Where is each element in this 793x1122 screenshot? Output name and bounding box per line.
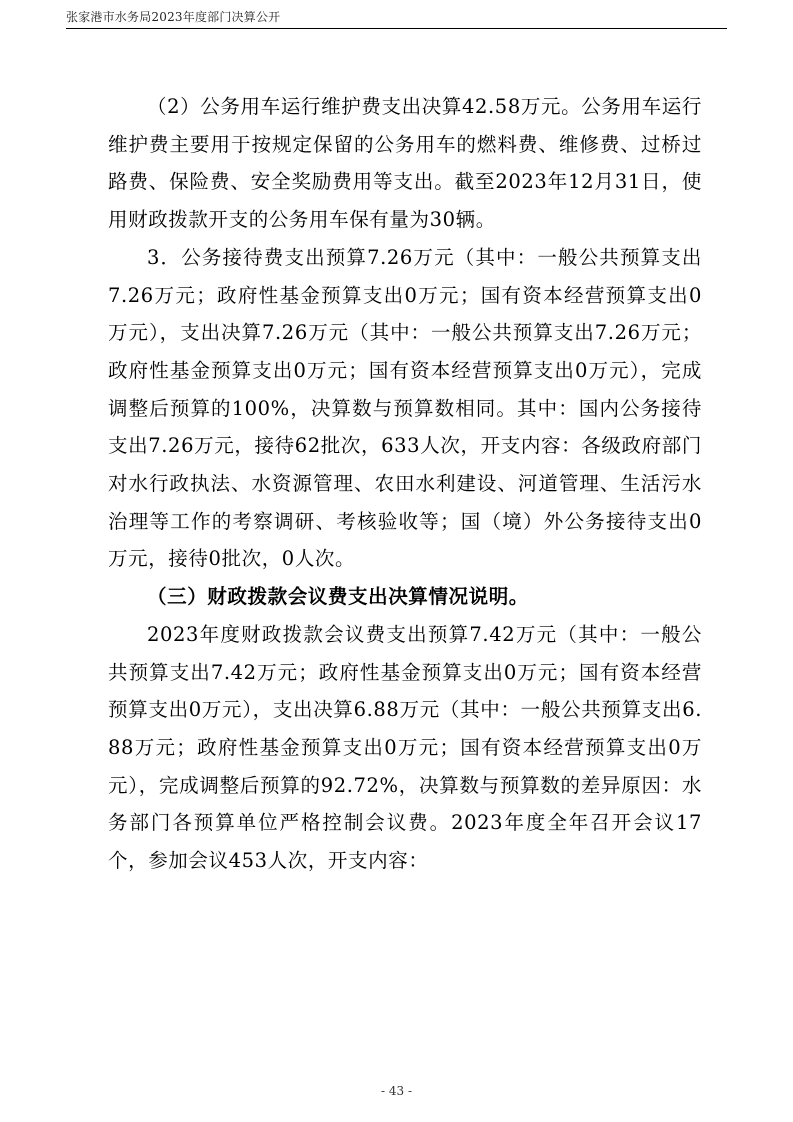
paragraph-meeting-expenses: 2023年度财政拨款会议费支出预算7.42万元（其中：一般公共预算支出7.42万元；政府性基金预算支出0万元；国有资本经营预算支出0万元），支出决算6.88万元（其中：一般公共预算支出6.88万元；政府性基金预算支出0万元；国有资本经营预算支出0万元），完成调整后预算的92.72%，决算数与预算数的差异原因：水务部门各预算单位严格控制会议费。2023年度全年召开会议17个，参加会议453人次，开支内容： [108, 622, 702, 873]
running-header: 张家港市水务局2023年度部门决算公开 [66, 10, 281, 24]
paragraph-reception-expenses: 3．公务接待费支出预算7.26万元（其中：一般公共预算支出7.26万元；政府性基金预算支出0万元；国有资本经营预算支出0万元），支出决算7.26万元（其中：一般公共预算支出7.26万元；政府性基金预算支出0万元；国有资本经营预算支出0万元），完成调整后预算的100%，决算数与预算数相同。其中：国内公务接待支出7.26万元，接待62批次，633人次，开支内容：各级政府部门对水行政执法、水资源管理、农田水利建设、河道管理、生活污水治理等工作的考察调研、考核验收等；国（境）外公务接待支出0万元，接待0批次，0人次。 [108, 245, 702, 571]
document-body [108, 88, 702, 880]
paragraph-vehicle-maintenance: （2）公务用车运行维护费支出决算42.58万元。公务用车运行维护费主要用于按规定保留的公务用车的燃料费、维修费、过桥过路费、保险费、安全奖励费用等支出。截至2023年12月31日，使用财政拨款开支的公务用车保有量为30辆。 [108, 95, 702, 232]
page-number: - 43 - [380, 1084, 412, 1098]
header-divider [66, 28, 727, 29]
section-heading-meeting-expenses: （三）财政拨款会议费支出决算情况说明。 [147, 585, 529, 609]
